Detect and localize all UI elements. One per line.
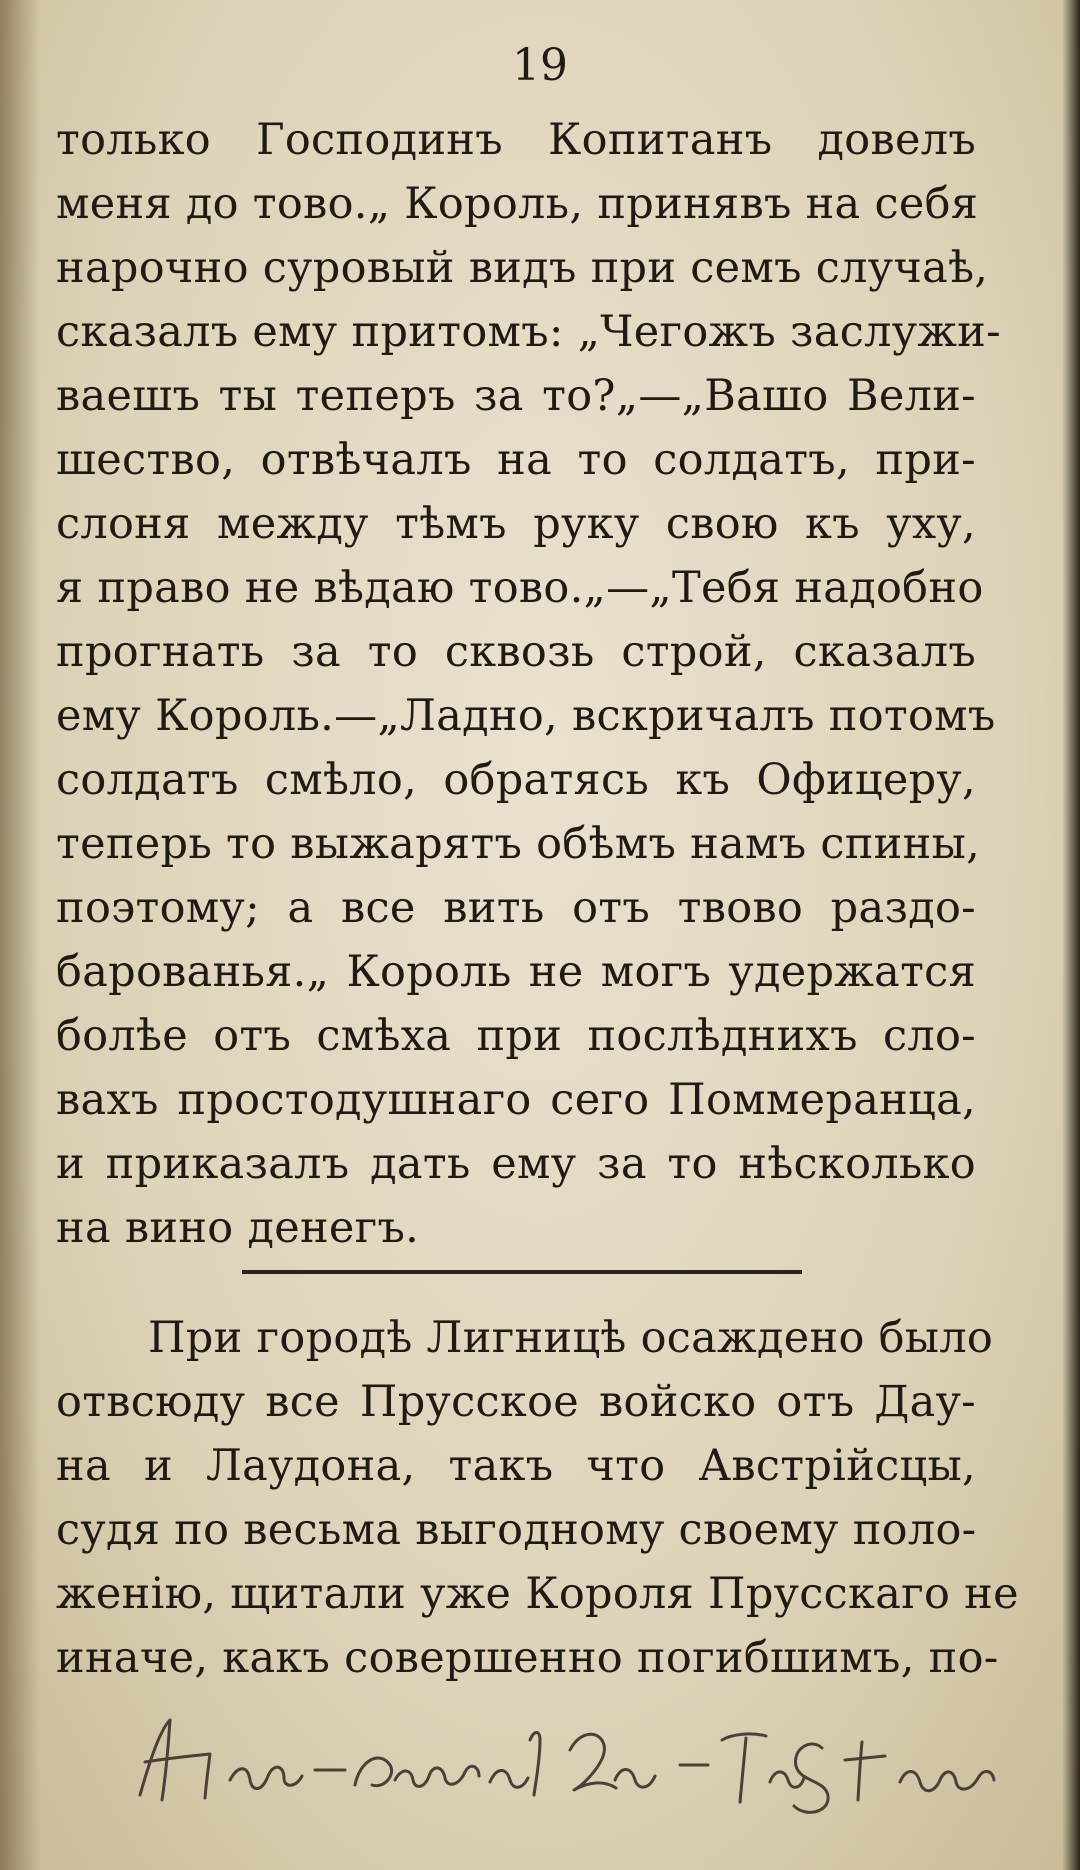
handwritten-signature xyxy=(110,1700,1030,1820)
text-line: солдатъ смѣло, обратясь къ Офицеру, xyxy=(56,755,976,805)
text-line: ваешъ ты теперъ за то?„—„Вашо Вели- xyxy=(56,371,976,421)
text-line: вахъ простодушнаго сего Поммеранца, xyxy=(56,1075,976,1125)
text-line: только Господинъ Копитанъ довелъ xyxy=(56,115,976,165)
text-line: меня до тово.„ Король, принявъ на себя xyxy=(56,179,979,229)
page-gutter-shadow xyxy=(0,0,40,1870)
text-line: и приказалъ дать ему за то нѣсколько xyxy=(56,1139,976,1189)
signature-drawing xyxy=(110,1700,1030,1820)
text-line: барованья.„ Король не могъ удержатся xyxy=(56,947,976,997)
text-line: я право не вѣдаю тово.„—„Тебя надобно xyxy=(56,563,984,613)
text-line: При городѣ Лигницѣ осаждено было xyxy=(148,1313,994,1363)
text-line: нарочно суровый видъ при семъ случаѣ, xyxy=(56,243,989,293)
text-line: прогнать за то сквозь строй, сказалъ xyxy=(56,627,976,677)
text-line: иначе, какъ совершенно погибшимъ, по- xyxy=(56,1633,999,1683)
page-number: 19 xyxy=(512,40,568,91)
text-line: шество, отвѣчалъ на то солдатъ, при- xyxy=(56,435,976,485)
text-line: слоня между тѣмъ руку свою къ уху, xyxy=(56,499,976,549)
text-line: судя по весьма выгодному своему поло- xyxy=(56,1505,977,1555)
section-divider xyxy=(242,1270,802,1274)
text-line: поэтому; а все вить отъ твово раздо- xyxy=(56,883,976,933)
text-line: ему Король.—„Ладно, вскричалъ потомъ xyxy=(56,691,996,741)
text-line: болѣе отъ смѣха при послѣднихъ сло- xyxy=(56,1011,976,1061)
paragraph-1 xyxy=(56,108,1001,1260)
page-edge xyxy=(1062,0,1080,1870)
text-line: женію, щитали уже Короля Прусскаго не xyxy=(56,1569,1019,1619)
text-line: отвсюду все Прусское войско отъ Дау- xyxy=(56,1377,976,1427)
text-line: сказалъ ему притомъ: „Чегожъ заслужи- xyxy=(56,307,1001,357)
text-line: на вино денегъ. xyxy=(56,1203,420,1253)
paragraph-2 xyxy=(56,1306,1019,1690)
text-line: на и Лаудона, такъ что Австрійсцы, xyxy=(56,1441,976,1491)
text-line: теперь то выжарятъ обѣмъ намъ спины, xyxy=(56,819,981,869)
